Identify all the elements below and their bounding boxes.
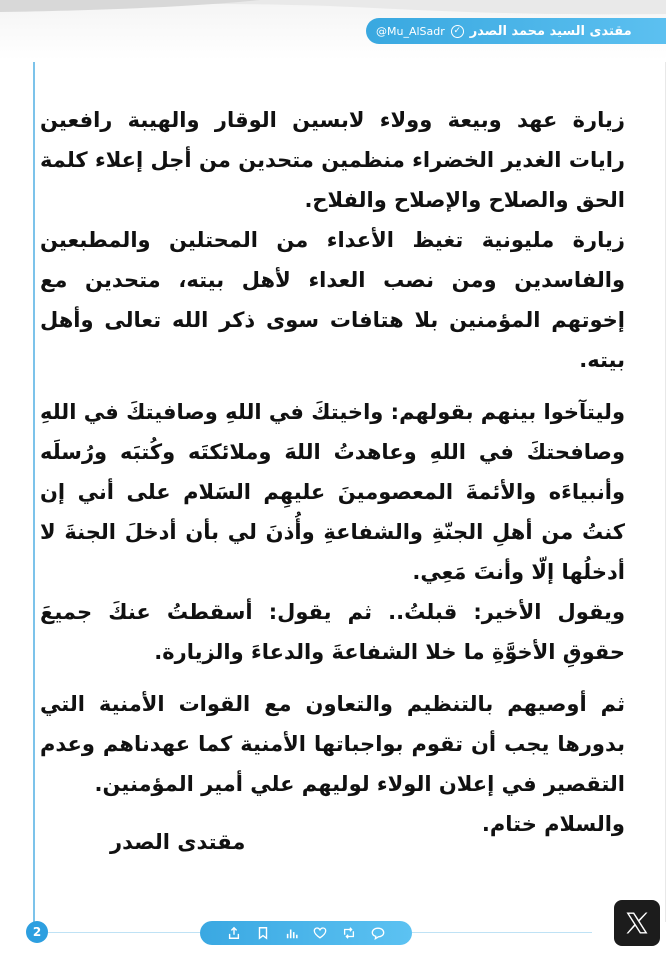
- paragraph-4: ويقول الأخير: قبلتُ.. ثم يقول: أسقطتُ عنكَ جميعَ حقوقِ الأخوَّةِ ما خلا الشفاعةَ والدعاءَ والزيارة.: [40, 600, 625, 664]
- paragraph-3: وليتآخوا بينهم بقولهم: واخيتكَ في اللهِ وصافيتكَ في اللهِ وصافحتكَ في اللهِ وعاهدتُ اللهَ وملائكتَه وكُتبَه ورُسلَه وأنبياءَه والأئمةَ المعصومينَ عليهِم السَلام على أني إن كنتُ من أهلِ الجنّةِ والشفاعةِ وأُذنَ لي بأن أدخلَ الجنةَ لا أدخلُها إلّا وأنتَ مَعِي.: [40, 400, 625, 584]
- footer-divider-left: [48, 932, 200, 933]
- verified-check-icon: ✓: [451, 25, 464, 38]
- paragraph-1: زيارة عهد وبيعة وولاء لابسين الوقار والهيبة رافعين رايات الغدير الخضراء منظمين متحدين من أجل إعلاء كلمة الحق والصلاح والإصلاح والفلاح.: [40, 108, 625, 212]
- like-heart-icon[interactable]: [313, 926, 327, 940]
- post-action-bar: [200, 921, 412, 945]
- account-header[interactable]: [366, 18, 666, 44]
- paragraph-6: والسلام ختام.: [481, 812, 625, 836]
- paragraph-2: زيارة مليونية تغيظ الأعداء من المحتلين والمطبعين والفاسدين ومن نصب العداء لأهل بيته، متحدين مع إخوتهم المؤمنين بلا هتافات سوى ذكر الله تعالى وأهل بيته.: [40, 228, 625, 372]
- repost-icon[interactable]: [342, 926, 356, 940]
- page-number-badge: 2: [26, 921, 48, 943]
- bookmark-icon[interactable]: [256, 926, 270, 940]
- reply-icon[interactable]: [371, 926, 385, 940]
- account-name: مقتدى السيد محمد الصدر: [469, 23, 632, 39]
- paragraph-5: ثم أوصيهم بالتنظيم والتعاون مع القوات الأمنية التي بدورها يجب أن تقوم بواجباتها الأمنية كما عهدناهم وعدم التقصير في إعلان الولاء لوليهم علي أمير المؤمنين.: [40, 692, 625, 796]
- views-icon[interactable]: [285, 926, 299, 940]
- signature: مقتدى الصدر: [110, 830, 246, 854]
- share-icon[interactable]: [227, 926, 241, 940]
- footer-divider-right: [412, 932, 592, 933]
- account-handle[interactable]: @Mu_AlSadr: [376, 24, 445, 38]
- frame-left-line: [33, 62, 35, 922]
- statement-body: [40, 100, 625, 844]
- x-logo-icon: [614, 900, 660, 946]
